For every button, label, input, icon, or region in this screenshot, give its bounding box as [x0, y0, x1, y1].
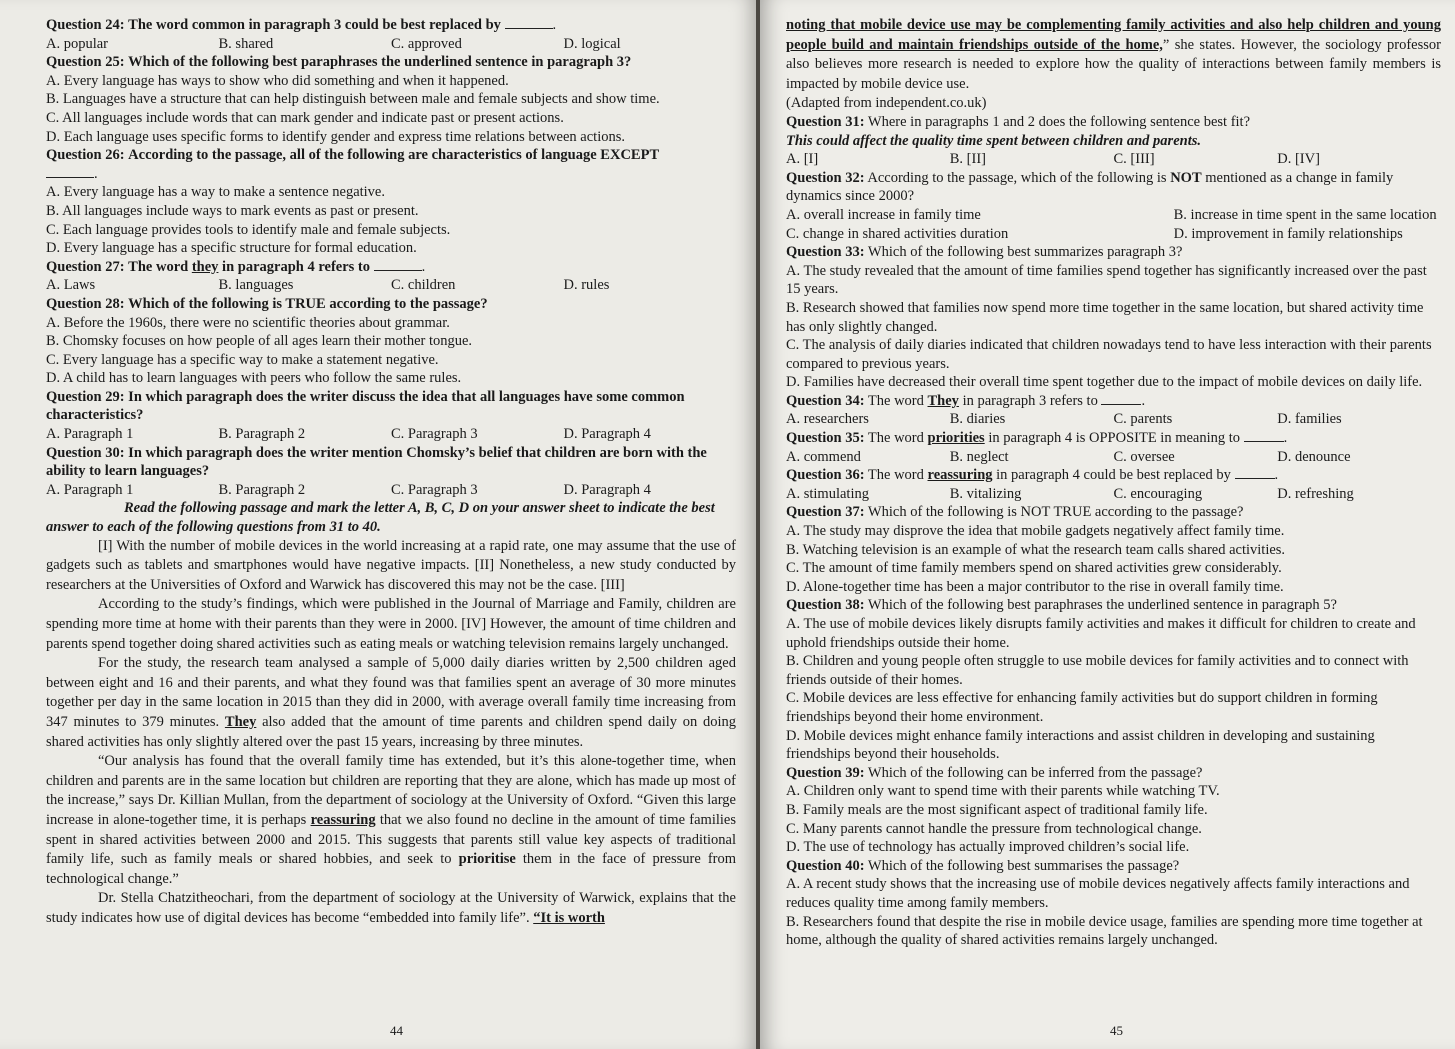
option-c: C. Every language has a specific way to make a statement negative. [46, 351, 439, 368]
options [786, 150, 1441, 169]
underlined-word-they: They [224, 713, 257, 730]
options [786, 410, 1441, 429]
option-a: A. The use of mobile devices likely disrupts family activities and makes it difficult for children to create and uphold friendships outside their home. [786, 616, 1416, 651]
stem-end: . [1274, 467, 1279, 484]
question-stem: The word [867, 467, 924, 484]
question-label: Question 33: [786, 244, 865, 261]
option-b: B. shared [218, 35, 274, 52]
option-a: A. The study revealed that the amount of time families spend together has significantly increased over the past 15 years. [786, 262, 1427, 298]
question-label: Question 35: [786, 430, 865, 447]
question-35 [786, 429, 1441, 466]
option-c: C. The analysis of daily diaries indicated that children nowadays tend to have less interaction with their parents compared to previous years. [786, 337, 1432, 372]
option-a: A. Paragraph 1 [46, 481, 134, 498]
question-label: Question 32: [786, 169, 865, 186]
option-b: B. Watching television is an example of what the research team calls shared activities. [786, 541, 1286, 558]
option-c: C. change in shared activities duration [786, 225, 1009, 242]
question-label: Question 29: [46, 388, 125, 405]
target-word: They [927, 392, 959, 409]
option-a: A. commend [786, 448, 861, 465]
option-d: D. improvement in family relationships [1173, 225, 1403, 242]
option-c: C. Paragraph 3 [391, 426, 478, 443]
question-label: Question 37: [786, 504, 865, 521]
option-b: B. diaries [949, 411, 1006, 428]
option-b: B. All languages include ways to mark events as past or present. [46, 202, 419, 219]
answer-blank [374, 258, 422, 271]
option-d: D. families [1277, 411, 1342, 428]
options [46, 276, 736, 295]
stem-end: . [552, 17, 557, 33]
option-a: A. Paragraph 1 [46, 426, 134, 443]
option-c: C. [III] [1113, 151, 1155, 168]
question-39 [786, 764, 1441, 857]
question-stem: Which of the following is TRUE according to the passage? [128, 295, 488, 312]
question-stem-end: mentioned as a change in family dynamics since 2000? [786, 169, 1394, 205]
question-label: Question 39: [786, 764, 865, 781]
options [46, 481, 736, 500]
option-d: D. Alone-together time has been a major contributor to the rise in overall family time. [786, 578, 1284, 595]
option-c: C. Mobile devices are less effective for enhancing family activities but do support children in forming friendships beyond their home environment. [786, 690, 1378, 725]
question-stem: In which paragraph does the writer discuss the idea that all languages have some common characteristics? [46, 388, 685, 424]
question-29 [46, 388, 736, 444]
question-32 [786, 169, 1441, 243]
option-d: D. Paragraph 4 [563, 426, 651, 443]
underlined-sentence-start: “It is worth [533, 909, 605, 926]
paragraph-text: For the study, the research team analysed a sample of 5,000 daily diaries written by 2,500 children aged between eight and 16 and their parents, and what they found was that families spent an average of 30 more minutes together per day in the same location in 2015 than they did in 2000, with average overall family time increasing from 347 minutes to 379 minutes. [46, 655, 736, 730]
option-a: A. Before the 1960s, there were no scientific theories about grammar. [46, 314, 450, 331]
question-label: Question 36: [786, 467, 865, 484]
bold-word-prioritise: prioritise [458, 851, 516, 868]
paragraph-text-cont: also added that the amount of time parents and children spend daily on doing shared activities has only slightly altered over the past 15 years, increasing by three minutes. [46, 713, 737, 750]
question-stem: Which of the following best paraphrases the underlined sentence in paragraph 5? [867, 597, 1337, 614]
stem-end: . [94, 165, 98, 182]
question-38 [786, 596, 1441, 763]
question-33 [786, 243, 1441, 392]
option-a: A. Laws [46, 277, 96, 294]
option-a: A. The study may disprove the idea that mobile gadgets negatively affect family time. [786, 523, 1285, 540]
emphasis-not: NOT [1170, 169, 1202, 186]
option-b: B. Research showed that families now spend more time together in the same location, but shared activity time has only slightly changed. [786, 299, 1424, 335]
option-c: C. The amount of time family members spend on shared activities grew considerably. [786, 560, 1282, 577]
question-label: Question 27: [46, 258, 125, 275]
question-stem: Which of the following best summarises the passage? [867, 857, 1180, 874]
stem-end: . [1283, 430, 1288, 447]
passage-paragraph-5 [46, 889, 736, 928]
option-d: D. Paragraph 4 [563, 481, 651, 498]
page-number: 44 [390, 1023, 403, 1038]
question-stem-end: in paragraph 3 refers to [962, 392, 1098, 409]
options [786, 206, 1441, 243]
option-b: B. Paragraph 2 [218, 481, 306, 498]
question-stem-end: in paragraph 4 refers to [222, 258, 370, 275]
option-b: B. Paragraph 2 [218, 426, 306, 443]
underlined-word-reassuring: reassuring [310, 811, 376, 828]
question-stem: The word [867, 392, 924, 409]
passage-paragraph-2: According to the study’s findings, which were published in the Journal of Marriage and Family, children are spending more time at home with their parents than they were in 2000. [IV] However, the amount of time children and parents spend together doing shared activities such as eating meals or watching television remains largely unchanged. [46, 596, 736, 652]
option-d: D. Families have decreased their overall time spent together due to the impact of mobile devices on daily life. [786, 374, 1423, 391]
option-c: C. Many parents cannot handle the pressure from technological change. [786, 820, 1202, 837]
question-stem-end: in paragraph 4 is OPPOSITE in meaning to [988, 430, 1241, 447]
option-b: B. Children and young people often struggle to use mobile devices for family activities and to connect with friends outside of their homes. [786, 653, 1409, 688]
option-c: C. oversee [1113, 448, 1175, 465]
option-b: B. Chomsky focuses on how people of all ages learn their mother tongue. [46, 333, 473, 350]
option-d: D. refreshing [1277, 485, 1354, 502]
option-c: C. encouraging [1113, 485, 1203, 502]
option-c: C. Paragraph 3 [391, 481, 478, 498]
question-31 [786, 113, 1441, 169]
question-stem: Which of the following best summarizes paragraph 3? [867, 244, 1183, 261]
option-c: C. Each language provides tools to identify male and female subjects. [46, 221, 451, 238]
stem-end: . [1141, 392, 1146, 409]
reading-instruction: Read the following passage and mark the letter A, B, C, D on your answer sheet to indicate the best answer to each of the following questions from 31 to 40. [46, 500, 715, 536]
question-stem: The word common in paragraph 3 could be best replaced by [128, 17, 501, 33]
option-b: B. increase in time spent in the same location [1173, 206, 1437, 223]
question-25 [46, 53, 736, 146]
target-word: reassuring [927, 467, 993, 484]
passage-paragraph-3 [46, 654, 736, 752]
option-b: B. languages [218, 277, 294, 294]
option-a: A. stimulating [786, 485, 869, 502]
question-24 [46, 16, 736, 53]
question-label: Question 28: [46, 295, 125, 312]
question-stem-end: in paragraph 4 could be best replaced by [996, 467, 1231, 484]
question-stem: According to the passage, which of the following is [867, 169, 1167, 186]
answer-blank [1244, 429, 1284, 442]
option-a: A. [I] [786, 151, 819, 168]
option-d: D. Mobile devices might enhance family interactions and assist children in developing and sustaining friendships beyond their households. [786, 727, 1375, 763]
paragraph-text: ” she states. However, the sociology professor also believes more research is needed to explore how the quality of interactions between family members is impacted by mobile device use. [786, 36, 1441, 92]
options [786, 485, 1441, 504]
stem-end: . [421, 258, 426, 275]
question-stem: The word [867, 430, 924, 447]
target-word: they [191, 258, 219, 275]
option-a: A. Every language has a way to make a sentence negative. [46, 184, 385, 201]
options [46, 425, 736, 444]
option-d: D. denounce [1277, 448, 1351, 465]
question-34 [786, 392, 1441, 429]
option-b: B. vitalizing [949, 485, 1022, 502]
question-36 [786, 466, 1441, 503]
answer-blank [46, 165, 94, 178]
option-d: D. [IV] [1277, 151, 1320, 168]
option-d: D. logical [563, 35, 621, 52]
option-d: D. The use of technology has actually improved children’s social life. [786, 839, 1190, 856]
passage-paragraph-4 [46, 752, 736, 889]
source-citation: (Adapted from independent.co.uk) [786, 95, 987, 112]
option-c: C. approved [391, 35, 462, 52]
option-b: B. neglect [949, 448, 1009, 465]
option-a: A. researchers [786, 411, 869, 428]
option-a: A. A recent study shows that the increasing use of mobile devices negatively affects family interactions and reduces quality time among family members. [786, 876, 1410, 911]
option-a: A. popular [46, 35, 109, 52]
answer-blank [505, 16, 553, 29]
question-40 [786, 857, 1441, 950]
options [46, 35, 736, 54]
paragraph-text-end: them in the face of pressure from technological change.” [46, 851, 737, 887]
question-26 [46, 146, 736, 258]
question-37 [786, 503, 1441, 596]
option-d: D. Each language uses specific forms to identify gender and express time relations between actions. [46, 128, 626, 145]
option-d: D. A child has to learn languages with peers who follow the same rules. [46, 370, 462, 387]
answer-blank [1101, 392, 1141, 405]
question-label: Question 34: [786, 392, 865, 409]
question-stem: Which of the following is NOT TRUE according to the passage? [867, 504, 1244, 521]
option-b: B. [II] [949, 151, 986, 168]
question-stem: Where in paragraphs 1 and 2 does the following sentence best fit? [867, 113, 1251, 130]
question-stem: According to the passage, all of the following are characteristics of language EXCEPT [128, 147, 660, 164]
option-a: A. overall increase in family time [786, 206, 981, 223]
option-d: D. Every language has a specific structure for formal education. [46, 240, 417, 257]
question-stem: The word [128, 258, 189, 275]
right-page [760, 0, 1455, 1049]
question-label: Question 38: [786, 597, 865, 614]
passage-continuation [786, 16, 1441, 94]
options [786, 448, 1441, 467]
insert-sentence: This could affect the quality time spent between children and parents. [786, 132, 1201, 149]
question-30 [46, 444, 736, 500]
paragraph-text: “Our analysis has found that the overall family time has extended, but it’s this alone-together time, when children and parents are in the same location but children are reporting that they are alone, which has made up most of the increase,” says Dr. Killian Mullan, from the department of sociology at the University of Oxford. “Given this large increase in alone-together time, it is perhaps [46, 753, 736, 828]
option-d: D. rules [563, 277, 610, 294]
option-b: B. Researchers found that despite the rise in mobile device usage, families are spending more time together at home, although the quality of shared activities remains largely unchanged. [786, 913, 1423, 949]
paragraph-text: Dr. Stella Chatzitheochari, from the department of sociology at the University of Warwick, explains that the study indicates how use of digital devices has become “embedded into family life”. [46, 890, 736, 926]
option-c: C. All languages include words that can mark gender and indicate past or present actions. [46, 109, 564, 126]
question-label: Question 40: [786, 857, 865, 874]
question-label: Question 25: [46, 54, 125, 71]
option-c: C. children [391, 277, 456, 294]
underlined-sentence: noting that mobile device use may be complementing family activities and also help children and young people build and maintain friendships outside of the home, [786, 17, 1441, 53]
page-number: 45 [1110, 1023, 1123, 1038]
question-stem: Which of the following can be inferred from the passage? [867, 764, 1203, 781]
option-a: A. Children only want to spend time with their parents while watching TV. [786, 783, 1220, 800]
question-label: Question 24: [46, 17, 125, 33]
question-label: Question 31: [786, 113, 865, 130]
option-c: C. parents [1113, 411, 1173, 428]
option-b: B. Family meals are the most significant aspect of traditional family life. [786, 801, 1208, 818]
question-label: Question 26: [46, 147, 125, 164]
passage-paragraph-1: [I] With the number of mobile devices in the world increasing at a rapid rate, one may assume that the use of gadgets such as tablets and smartphones would have negative impacts. [II] Nonetheless, a new study conducted by researchers at the Universities of Oxford and Warwick has discovered this may not be the case. [III] [46, 537, 736, 593]
question-28 [46, 295, 736, 388]
question-27 [46, 258, 736, 295]
question-stem: In which paragraph does the writer mention Chomsky’s belief that children are born with the ability to learn languages? [46, 444, 707, 480]
target-word: priorities [927, 430, 985, 447]
answer-blank [1235, 466, 1275, 479]
paragraph-text-cont: that we also found no decline in the amount of time families spent in shared activities between 2000 and 2015. This suggests that parents still value key aspects of traditional family life, such as family meals or shared hobbies, and seek to [46, 811, 736, 868]
question-stem: Which of the following best paraphrases the underlined sentence in paragraph 3? [128, 54, 632, 71]
option-b: B. Languages have a structure that can help distinguish between male and female subjects and show time. [46, 91, 660, 108]
question-label: Question 30: [46, 444, 125, 461]
option-a: A. Every language has ways to show who did something and when it happened. [46, 72, 509, 89]
